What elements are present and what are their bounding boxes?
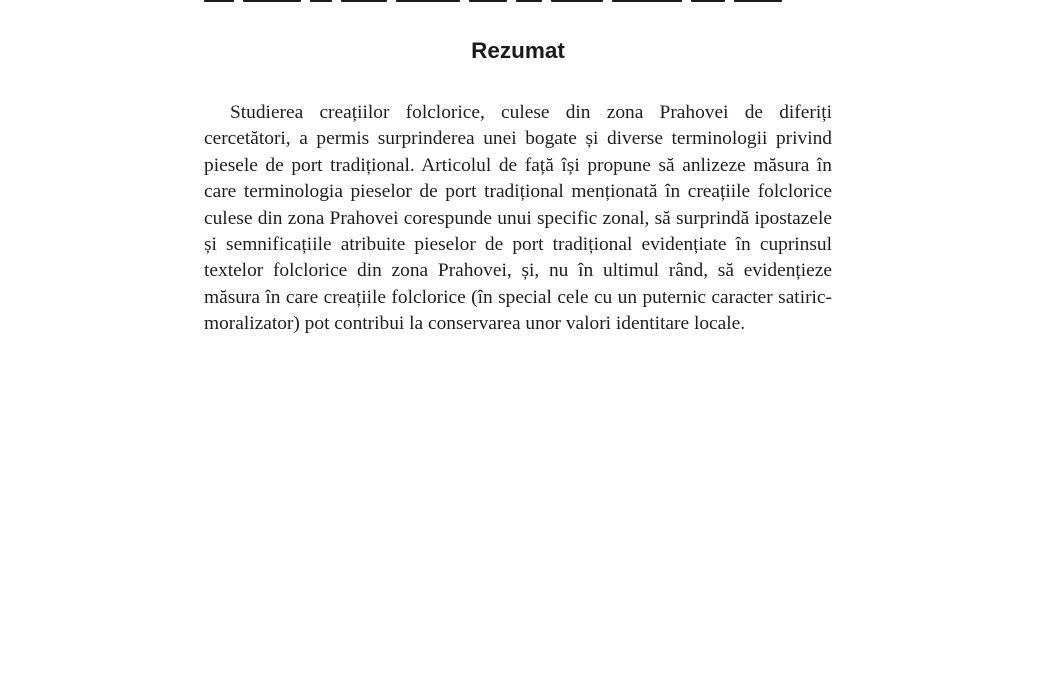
abstract-heading: Rezumat — [471, 38, 565, 63]
previous-text-fragment — [204, 0, 834, 4]
page — [204, 34, 832, 338]
abstract-paragraph: Studierea creațiilor folclorice, culese din zona Prahovei de diferiți cercetători, a permis surprinderea unei bogate și diverse terminologii privind piesele de port tradițional. Articolul de față își propune să anlizeze măsura în care terminologia pieselor de port tradițional menționată în creațiile folclorice culese din zona Prahovei corespunde unui specific zonal, să surprindă ipostazele și semnificațiile atribuite pieselor de port tradițional evidențiate în cuprinsul textelor folclorice din zona Prahovei, și, nu în ultimul rând, să evidențieze măsura în care creațiile folclorice (în special cele cu un puternic caracter satiric-moralizator) pot contribui la conservarea unor valori identitare locale. — [204, 102, 832, 335]
